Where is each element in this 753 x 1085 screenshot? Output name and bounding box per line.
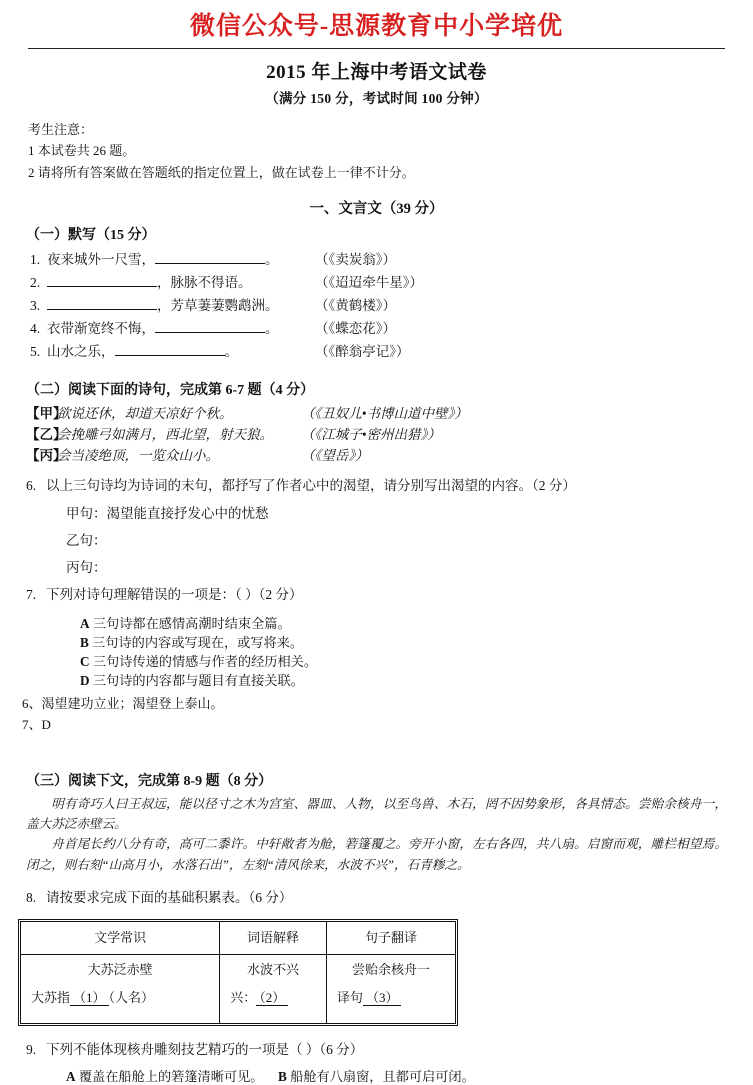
part-one-heading: 一、文言文（39 分）: [309, 201, 444, 218]
poem-item: [26, 444, 753, 465]
answer-blank[interactable]: [155, 320, 265, 333]
item-body: [47, 340, 315, 360]
question-7: [26, 584, 753, 690]
cell-answer-line[interactable]: [27, 987, 213, 1006]
option-key: A: [80, 615, 90, 631]
dictation-list: [30, 248, 753, 363]
question-6-answer-line[interactable]: 甲句：渴望能直接抒发心中的忧愁: [66, 505, 269, 521]
header-divider: [28, 48, 725, 49]
option-key: B: [80, 634, 89, 650]
item-number: 3.: [30, 298, 41, 314]
clause-after: 。: [265, 321, 279, 337]
item-body: [47, 248, 315, 268]
cell-answer-line[interactable]: [333, 987, 449, 1006]
option-key: C: [80, 653, 90, 669]
cell-prompt: 水波不兴: [247, 961, 300, 977]
page-title: 2015 年上海中考语文试卷: [266, 62, 487, 83]
answer-line-6: 6、渴望建功立业；渴望登上泰山。: [22, 696, 224, 712]
option-key: B: [278, 1068, 287, 1084]
option-key: A: [66, 1068, 76, 1084]
question-number: 9.: [26, 1041, 37, 1057]
poem-text: 会当凌绝顶，一览众山小。: [57, 448, 219, 464]
item-source: （《醉翁亭记》）: [315, 344, 410, 360]
question-6-answer-line[interactable]: 丙句：: [66, 559, 107, 575]
dictation-item: [30, 317, 753, 340]
question-number: 6.: [26, 478, 37, 494]
dictation-item: [30, 340, 753, 363]
cell-suffix: （人名）: [108, 989, 155, 1005]
blank-number: （2）: [256, 990, 288, 1006]
dictation-item: [30, 271, 753, 294]
item-source: （《黄鹤楼》）: [315, 298, 396, 314]
question-8: [26, 887, 753, 909]
cell-prompt: 大苏泛赤壁: [87, 961, 153, 977]
question-9: [26, 1038, 753, 1085]
question-text: 请按要求完成下面的基础积累表。（6 分）: [46, 890, 293, 906]
question-text: 下列对诗句理解错误的一项是：（ ）（2 分）: [46, 586, 303, 602]
dictation-item: [30, 294, 753, 317]
item-number: 4.: [30, 321, 41, 337]
notice-label: 考生注意：: [28, 122, 94, 137]
option-key: D: [80, 672, 90, 688]
clause-after: 。: [265, 252, 279, 268]
item-source: （《卖炭翁》）: [315, 252, 396, 268]
candidate-notice: [28, 119, 753, 183]
answer-blank[interactable]: [115, 343, 225, 356]
question-number: 8.: [26, 890, 37, 906]
poem-source: （《丑奴儿•书博山道中壁》）: [301, 406, 468, 422]
cell-prefix: 兴：: [230, 989, 257, 1005]
dictation-item: [30, 248, 753, 271]
question-7-options: [80, 614, 753, 691]
table-row: [21, 955, 455, 1023]
column-header-translation: 句子翻译: [327, 922, 455, 955]
option-text: 三句诗的内容都与题目有直接关联。: [92, 672, 304, 688]
accumulation-table-wrap: [18, 919, 753, 1026]
item-body: [47, 294, 315, 314]
option-b[interactable]: [80, 633, 753, 652]
brand-banner: 微信公众号-思源教育中小学培优: [189, 13, 564, 40]
poem-marker: 【乙】: [26, 427, 67, 443]
option-text: 覆盖在船舱上的箬篷清晰可见。: [78, 1068, 264, 1084]
classical-passage: [26, 794, 727, 876]
poem-source: （《江城子•密州出猎》）: [301, 427, 441, 443]
poem-text: 会挽雕弓如满月，西北望，射天狼。: [57, 427, 273, 443]
option-c[interactable]: [80, 652, 753, 671]
question-6-stem: [26, 475, 753, 497]
poem-item: [26, 423, 753, 444]
cell-prompt: 尝贻余核舟一: [351, 961, 430, 977]
clause-before: 山水之乐，: [47, 344, 115, 360]
poem-list: [26, 402, 753, 465]
poem-source: （《望岳》）: [301, 448, 369, 464]
question-6: [26, 475, 753, 578]
clause-before: 夜来城外一尺雪，: [47, 252, 155, 268]
item-body: [47, 271, 315, 291]
blank-number: （1）: [70, 990, 109, 1006]
option-a[interactable]: [80, 614, 753, 633]
clause-before: 衣带渐宽终不悔，: [47, 321, 155, 337]
poem-item: [26, 402, 753, 423]
clause-after: ，脉脉不得语。: [157, 275, 252, 291]
poem-marker: 【甲】: [26, 406, 67, 422]
notice-item: 1 本试卷共 26 题。: [28, 143, 136, 159]
notice-item: 2 请将所有答案做在答题纸的指定位置上，做在试卷上一律不计分。: [28, 164, 415, 180]
option-d[interactable]: [80, 671, 753, 690]
question-number: 7.: [26, 586, 37, 602]
passage-paragraph: 明有奇巧人曰王叔远，能以径寸之木为宫室、器皿、人物，以至鸟兽、木石，罔不因势象形，各具情态。尝贻余核舟一，盖大苏泛赤壁云。: [26, 796, 727, 832]
table-header-row: [21, 922, 455, 955]
answer-line-7: 7、D: [22, 716, 51, 732]
item-body: [47, 317, 315, 337]
answer-blank[interactable]: [47, 297, 157, 310]
cell-word: [220, 955, 327, 1023]
page-subtitle: （满分 150 分，考试时间 100 分钟）: [265, 91, 488, 106]
answer-blank[interactable]: [155, 251, 265, 264]
option-text: 三句诗传递的情感与作者的经历相关。: [92, 653, 318, 669]
section-b-heading: （二）阅读下面的诗句，完成第 6-7 题（4 分）: [26, 383, 315, 399]
cell-literary: [21, 955, 220, 1023]
question-text: 下列不能体现核舟雕刻技艺精巧的一项是（ ）（6 分）: [46, 1041, 364, 1057]
section-a-heading: （一）默写（15 分）: [26, 228, 156, 244]
clause-after: 。: [224, 344, 238, 360]
item-number: 2.: [30, 275, 41, 291]
section-c-heading: （三）阅读下文，完成第 8-9 题（8 分）: [26, 773, 273, 789]
option-b[interactable]: [278, 1069, 475, 1084]
option-text: 三句诗的内容或写现在，或写将来。: [92, 634, 304, 650]
question-7-stem: [26, 584, 753, 606]
option-text: 三句诗都在感情高潮时结束全篇。: [92, 615, 291, 631]
question-9-options: [66, 1066, 753, 1085]
column-header-literary: 文学常识: [21, 922, 220, 955]
item-source: （《蝶恋花》）: [315, 321, 396, 337]
poem-marker: 【丙】: [26, 448, 67, 464]
question-9-stem: [26, 1038, 753, 1058]
poem-text: 欲说还休，却道天凉好个秋。: [57, 406, 233, 422]
item-number: 1.: [30, 252, 41, 268]
clause-after: ，芳草萋萋鹦鹉洲。: [157, 298, 279, 314]
item-number: 5.: [30, 344, 41, 360]
passage-paragraph: 舟首尾长约八分有奇，高可二黍许。中轩敞者为舱，箬篷覆之。旁开小窗，左右各四，共八扇。启窗而观，雕栏相望焉。闭之，则右刻“山高月小，水落石出”，左刻“清风徐来，水波不兴”，石青糁之。: [26, 837, 727, 872]
cell-translation: [327, 955, 455, 1023]
column-header-word: 词语解释: [220, 922, 327, 955]
blank-number: （3）: [363, 990, 402, 1006]
option-a[interactable]: [66, 1069, 263, 1084]
answer-blank[interactable]: [47, 274, 157, 287]
answers-block: [22, 694, 753, 736]
option-text: 船舱有八扇窗，且都可启可闭。: [290, 1068, 475, 1084]
question-text: 以上三句诗均为诗词的末句，都抒写了作者心中的渴望，请分别写出渴望的内容。（2 分）: [46, 478, 576, 494]
cell-prefix: 译句: [336, 989, 363, 1005]
cell-answer-line[interactable]: [226, 987, 320, 1006]
item-source: （《迢迢牵牛星》）: [315, 275, 423, 291]
cell-prefix: 大苏指: [31, 989, 71, 1005]
question-6-answer-line[interactable]: 乙句：: [66, 532, 107, 548]
question-8-stem: [26, 887, 753, 909]
accumulation-table: [18, 919, 458, 1026]
